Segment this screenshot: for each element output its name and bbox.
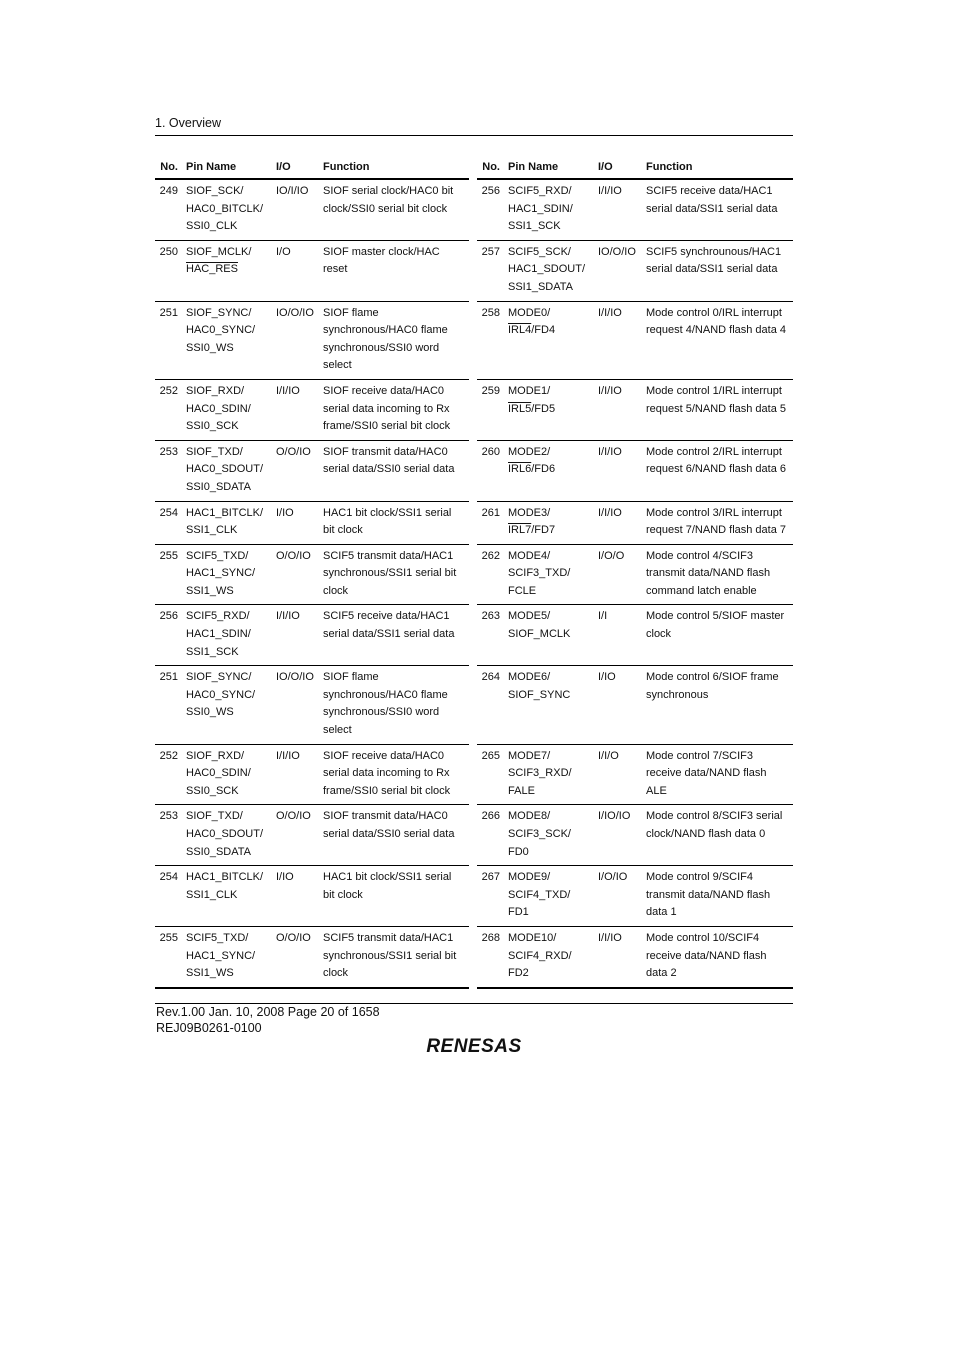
footer-divider [155,1003,793,1004]
pin-io: I/I/IO [594,440,642,501]
pin-io: I/I/IO [272,744,319,805]
pin-name [504,301,594,379]
pin-io: I/I [594,605,642,666]
pin-name-line: SSI0_WS [186,706,234,719]
pin-name-line: MODE10/ [508,931,557,944]
pin-name [182,666,272,744]
pin-name-line: MODE2/ [508,445,551,458]
function-line: Mode control 10/SCIF4 [646,931,760,944]
pin-io: I/O/O [594,544,642,605]
renesas-logo-text: RENESAS [426,1036,522,1057]
pin-name-line: MODE3/ [508,506,551,519]
table-row [155,926,469,987]
pin-function [642,805,793,866]
table-row [155,179,469,240]
table-row [477,926,793,987]
pin-number: 255 [155,544,182,605]
pin-io: I/IO/IO [594,805,642,866]
pin-name-line: FD2 [508,967,529,980]
pin-name [182,301,272,379]
pin-name-line: SSI1_SDATA [508,280,574,293]
pin-number: 259 [477,379,504,440]
pin-function [319,666,469,744]
function-line: select [323,359,352,372]
pin-number: 249 [155,179,182,240]
function-line: data 1 [646,906,677,919]
pin-function [319,866,469,927]
pin-name [504,605,594,666]
table-row [477,440,793,501]
pin-name-line: SCIF3_RXD/ [508,767,572,780]
pin-name-line: SIOF_MCLK [508,628,571,641]
pin-name [182,179,272,240]
pin-name-line: HAC1_SDOUT/ [508,263,586,276]
pin-name [504,240,594,301]
pin-io: I/I/IO [594,301,642,379]
col-header-pin-name: Pin Name [182,158,272,179]
col-header-function: Function [642,158,793,179]
pin-name-line: HAC0_SDOUT/ [186,463,264,476]
pin-number: 251 [155,301,182,379]
pin-function [319,301,469,379]
active-low-signal: IRL4 [508,324,532,337]
pin-name-line: HAC0_SDIN/ [186,767,251,780]
active-low-signal: IRL5 [508,402,532,415]
pin-name [504,440,594,501]
pin-name [182,866,272,927]
function-line: synchronous/SSI0 word [323,706,440,719]
col-header-function: Function [319,158,469,179]
pin-io: I/I/IO [594,501,642,544]
pin-name-line: SSI0_WS [186,341,234,354]
function-line: serial data/SSI1 serial data [323,628,455,641]
pin-number: 261 [477,501,504,544]
pin-name-line: HAC0_SYNC/ [186,324,256,337]
function-line: serial data/SSI0 serial data [323,463,455,476]
pin-name-line: MODE6/ [508,671,551,684]
pin-name-line: SSI1_WS [186,584,234,597]
table-row [477,605,793,666]
pin-number: 254 [155,866,182,927]
pin-function [642,605,793,666]
pin-name-line: SIOF_RXD/ [186,384,245,397]
pin-io: IO/I/IO [272,179,319,240]
function-line: SCIF5 synchrounous/HAC1 [646,245,782,258]
table-row [477,301,793,379]
function-line: transmit data/NAND flash [646,567,771,580]
function-line: ALE [646,784,667,797]
pin-number: 264 [477,666,504,744]
pin-name-line: HAC0_SDIN/ [186,402,251,415]
pin-name-line: SCIF4_TXD/ [508,888,571,901]
pin-number: 252 [155,379,182,440]
function-line: synchronous/SSI1 serial bit [323,949,457,962]
table-row [155,301,469,379]
pin-number: 250 [155,240,182,301]
pin-name-line: MODE1/ [508,384,551,397]
function-line: synchronous/SSI1 serial bit [323,567,457,580]
pin-function [319,501,469,544]
col-header-no: No. [477,158,504,179]
function-line: serial data/SSI1 serial data [646,263,778,276]
pin-name-line: HAC1_SYNC/ [186,567,256,580]
function-line: request 7/NAND flash data 7 [646,524,787,537]
col-header-no: No. [155,158,182,179]
function-line: synchronous/SSI0 word [323,341,440,354]
pin-function [319,240,469,301]
pin-function [642,301,793,379]
table-row [155,544,469,605]
pin-io: I/I/IO [594,379,642,440]
pin-name [504,544,594,605]
function-line: serial data incoming to Rx [323,767,450,780]
pin-name-line: SIOF_SYNC/ [186,671,252,684]
table-row [155,440,469,501]
function-line: Mode control 8/SCIF3 serial [646,810,783,823]
pin-name-line: SCIF3_SCK/ [508,828,571,840]
function-line: data 2 [646,967,677,980]
function-line: clock [323,584,349,597]
pin-function [642,179,793,240]
pin-name-line: SIOF_SYNC [508,688,571,701]
pin-name-line: SSI1_CLK [186,524,238,537]
pin-name-line: SSI0_SCK [186,420,239,433]
pin-io: I/I/IO [272,605,319,666]
pin-number: 256 [477,179,504,240]
pin-function [642,666,793,744]
function-line: SIOF flame [323,671,379,684]
pin-io: I/O [272,240,319,301]
pin-name [182,744,272,805]
pin-name-line: SIOF_MCLK/ [186,245,252,258]
pin-function [319,440,469,501]
pin-io: IO/O/IO [272,666,319,744]
function-line: bit clock [323,524,363,537]
pin-name-line: SCIF5_TXD/ [186,931,249,944]
pin-name-line: SIOF_TXD/ [186,810,243,823]
pin-function [319,179,469,240]
pin-function [642,501,793,544]
pin-name [182,501,272,544]
pin-function [319,805,469,866]
function-line: request 4/NAND flash data 4 [646,324,787,337]
function-line: SCIF5 transmit data/HAC1 [323,549,454,562]
pin-name-line: SSI0_SDATA [186,480,252,493]
pin-name [182,379,272,440]
table-row [477,379,793,440]
table-row [477,501,793,544]
pin-name [182,926,272,987]
function-line: command latch enable [646,584,757,597]
active-low-signal: HAC_RES [186,263,238,276]
pin-number: 251 [155,666,182,744]
table-header-row [477,158,793,179]
pin-function [319,544,469,605]
table-row [155,666,469,744]
pin-name-line: HAC1_BITCLK/ [186,871,264,884]
pin-name-line: IRL7/FD7 [508,524,556,537]
table-row [477,866,793,927]
table-row [477,805,793,866]
pin-name-line: HAC0_SDOUT/ [186,828,264,840]
pin-name-line: HAC1_SDIN/ [508,202,573,215]
function-line: SIOF transmit data/HAC0 [323,810,448,823]
pin-io: I/I/IO [594,179,642,240]
pin-number: 265 [477,744,504,805]
function-line: clock/SSI0 serial bit clock [323,202,448,215]
pin-number: 253 [155,805,182,866]
function-line: SIOF flame [323,306,379,319]
table-header-row [155,158,469,179]
pin-number: 256 [155,605,182,666]
function-line: Mode control 3/IRL interrupt [646,506,782,519]
function-line: serial data/SSI1 serial data [646,202,778,215]
pin-number: 260 [477,440,504,501]
function-line: frame/SSI0 serial bit clock [323,420,451,433]
function-line: SIOF receive data/HAC0 [323,749,445,762]
pin-name [182,440,272,501]
function-line: SCIF5 receive data/HAC1 [323,610,450,623]
pin-function [642,926,793,987]
table-row [155,501,469,544]
pin-function [319,379,469,440]
pin-number: 266 [477,805,504,866]
pin-name-line: SCIF5_TXD/ [186,549,249,562]
pin-number: 263 [477,605,504,666]
table-row [155,240,469,301]
function-line: Mode control 0/IRL interrupt [646,306,782,319]
pin-name-line: SIOF_TXD/ [186,445,243,458]
function-line: SIOF receive data/HAC0 [323,384,445,397]
revision-info: Rev.1.00 Jan. 10, 2008 Page 20 of 1658 [156,1005,380,1019]
function-line: request 6/NAND flash data 6 [646,463,787,476]
active-low-signal: IRL7 [508,524,532,537]
table-row [155,379,469,440]
table-row [155,866,469,927]
pin-name-line: IRL4/FD4 [508,324,556,337]
pin-name [504,501,594,544]
pin-name [504,379,594,440]
pin-number: 257 [477,240,504,301]
section-title: 1. Overview [155,116,221,130]
pin-name-line: HAC1_SDIN/ [186,628,251,641]
function-line: select [323,724,352,737]
function-line: Mode control 9/SCIF4 [646,871,753,884]
function-line: clock [646,628,672,641]
pin-function [642,440,793,501]
function-line: Mode control 1/IRL interrupt [646,384,782,397]
pin-io: IO/O/IO [594,240,642,301]
pin-name-line [186,261,272,279]
pin-name [182,240,272,301]
function-line: receive data/NAND flash [646,767,767,780]
page-header [155,115,793,136]
function-line: bit clock [323,888,363,901]
function-line: synchronous/HAC0 flame [323,324,448,337]
pin-function [642,866,793,927]
pin-number: 262 [477,544,504,605]
pin-io: O/O/IO [272,440,319,501]
pin-name [504,805,594,866]
pin-name-line: HAC0_BITCLK/ [186,202,264,215]
pin-name [504,744,594,805]
function-line: Mode control 7/SCIF3 [646,749,753,762]
pin-function [642,379,793,440]
pin-name-line: MODE7/ [508,749,551,762]
pin-name-line: SCIF5_RXD/ [508,185,572,197]
pin-io: O/O/IO [272,544,319,605]
pin-number: 258 [477,301,504,379]
document-number: REJ09B0261-0100 [156,1020,262,1035]
pin-name-line: FCLE [508,584,537,597]
table-row [477,544,793,605]
function-line: synchronous/HAC0 flame [323,688,448,701]
pin-function [642,240,793,301]
pin-name-line: SCIF3_TXD/ [508,567,571,580]
function-line: HAC1 bit clock/SSI1 serial [323,506,452,519]
pin-table-right [477,158,793,989]
pin-name-line: FD1 [508,906,529,919]
table-row [155,744,469,805]
function-line: SIOF master clock/HAC [323,245,440,258]
pin-function [642,744,793,805]
function-line: SIOF serial clock/HAC0 bit [323,185,454,197]
function-line: synchronous [646,688,709,701]
table-row [477,240,793,301]
pin-name [182,805,272,866]
pin-function [319,605,469,666]
function-line: Mode control 6/SIOF frame [646,671,779,684]
col-header-pin-name: Pin Name [504,158,594,179]
table-row [477,666,793,744]
pin-io: I/IO [594,666,642,744]
pin-number: 268 [477,926,504,987]
pin-name-line: HAC0_SYNC/ [186,688,256,701]
pin-name [504,926,594,987]
pin-io: I/IO [272,866,319,927]
function-line: SCIF5 receive data/HAC1 [646,185,773,197]
pin-name-line: MODE8/ [508,810,551,823]
function-line: receive data/NAND flash [646,949,767,962]
pin-name-line: SIOF_SCK/ [186,185,244,197]
page-footer [156,1005,380,1036]
pin-function [642,544,793,605]
pin-name-line: HAC1_BITCLK/ [186,506,264,519]
function-line: SIOF transmit data/HAC0 [323,445,448,458]
pin-name-line: SSI1_CLK [186,888,238,901]
pin-number: 255 [155,926,182,987]
pin-name-line: SCIF4_RXD/ [508,949,572,962]
pin-number: 267 [477,866,504,927]
pin-name-line: SSI0_CLK [186,220,238,233]
pin-number: 254 [155,501,182,544]
pin-io: I/O/IO [594,866,642,927]
function-line: clock/NAND flash data 0 [646,828,766,840]
pin-name-line: HAC1_SYNC/ [186,949,256,962]
function-line: Mode control 2/IRL interrupt [646,445,782,458]
table-row [477,179,793,240]
pin-name [182,544,272,605]
pin-name-line: MODE0/ [508,306,551,319]
pin-number: 253 [155,440,182,501]
pin-name-line: SSI1_SCK [186,645,239,658]
pin-name-line: SCIF5_SCK/ [508,245,571,258]
function-line: HAC1 bit clock/SSI1 serial [323,871,452,884]
pin-name-line: SSI1_SCK [508,220,561,233]
function-line: Mode control 4/SCIF3 [646,549,753,562]
function-line: SCIF5 transmit data/HAC1 [323,931,454,944]
pin-name [504,179,594,240]
pin-function [319,926,469,987]
pin-io: O/O/IO [272,805,319,866]
function-line: clock [323,967,349,980]
pin-function [319,744,469,805]
pin-table-left [155,158,469,989]
table-row [155,605,469,666]
pin-name-line: FALE [508,784,535,797]
pin-io: IO/O/IO [272,301,319,379]
renesas-logo [414,1033,534,1057]
pin-io: O/O/IO [272,926,319,987]
function-line: request 5/NAND flash data 5 [646,402,787,415]
pin-name-line: MODE5/ [508,610,551,623]
pin-io: I/I/IO [272,379,319,440]
pin-name-line: SIOF_SYNC/ [186,306,252,319]
pin-name-line: SSI0_SCK [186,784,239,797]
col-header-io: I/O [272,158,319,179]
function-line: transmit data/NAND flash [646,888,771,901]
pin-name-line: MODE4/ [508,549,551,562]
pin-name-line: MODE9/ [508,871,551,884]
pin-name-line: FD0 [508,845,529,858]
col-header-io: I/O [594,158,642,179]
pin-name-line: SSI1_WS [186,967,234,980]
pin-name [504,866,594,927]
pin-name [504,666,594,744]
function-line: reset [323,263,348,276]
function-line: Mode control 5/SIOF master [646,610,785,623]
table-row [477,744,793,805]
pin-number: 252 [155,744,182,805]
pin-name-line: IRL5/FD5 [508,402,556,415]
pin-name-line: IRL6/FD6 [508,463,556,476]
pin-io: I/IO [272,501,319,544]
pin-name-line: SSI0_SDATA [186,845,252,858]
table-row [155,805,469,866]
function-line: serial data incoming to Rx [323,402,450,415]
function-line: serial data/SSI0 serial data [323,828,455,840]
pin-name-line: SCIF5_RXD/ [186,610,250,623]
pin-name [182,605,272,666]
pin-io: I/I/IO [594,926,642,987]
active-low-signal: IRL6 [508,463,532,476]
function-line: frame/SSI0 serial bit clock [323,784,451,797]
pin-io: I/I/O [594,744,642,805]
pin-name-line: SIOF_RXD/ [186,749,245,762]
